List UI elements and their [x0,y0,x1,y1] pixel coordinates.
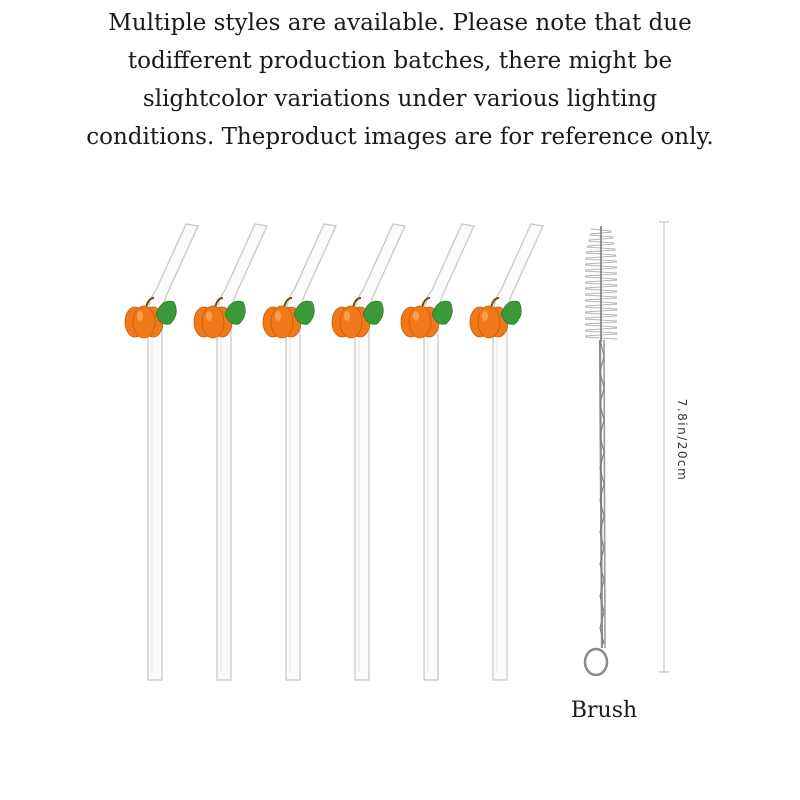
glass-straw [332,224,405,680]
glass-straw [263,224,336,680]
notice-line: conditions. Theproduct images are for reference only. [86,124,714,150]
brush-bristles [585,226,617,342]
brush-label: Brush [570,698,638,723]
notice-line: slightcolor variations under various lighting [142,86,658,112]
dimension-label: 7.8in/20cm [675,398,689,482]
straw-group [125,224,543,680]
notice-line: Multiple styles are available. Please note that due [108,10,692,36]
notice-line: todifferent production batches, there might be [127,48,673,74]
glass-straw [401,224,474,680]
brush-loop [585,649,607,675]
glass-straw [125,224,198,680]
cleaning-brush [585,226,617,675]
glass-straw [470,224,543,680]
glass-straw [194,224,267,680]
dimension-line [659,222,669,672]
